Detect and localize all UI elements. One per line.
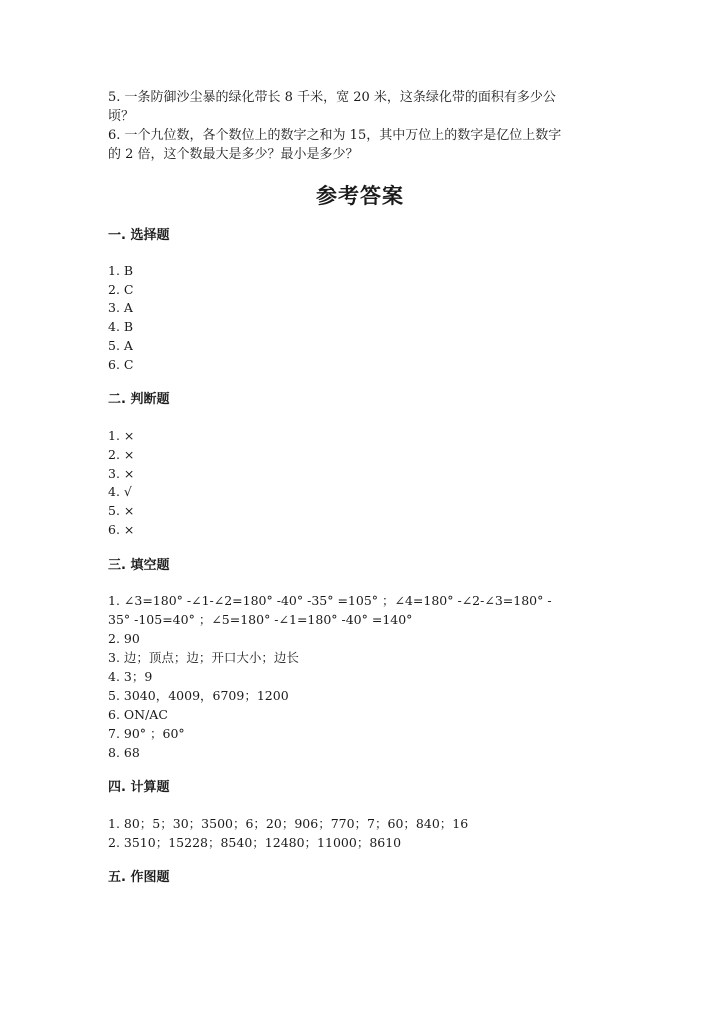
section-3-item: 1. ∠3=180° -∠1-∠2=180° -40° -35° =105° ；∠4=180° -∠2-∠3=180° - [108,593,552,608]
section-3-heading: 三. 填空题 [108,558,170,573]
section-3-item: 7. 90° ；60° [108,726,185,741]
question-5-line-1: 5. 一条防御沙尘暴的绿化带长 8 千米，宽 20 米，这条绿化带的面积有多少公 [108,90,556,105]
section-2-item: 5. × [108,503,135,518]
section-1-item: 2. C [108,282,134,297]
section-4-item: 2. 3510；15228；8540；12480；11000；8610 [108,835,402,850]
section-1-item: 4. B [108,319,134,334]
answer-title: 参考答案 [316,184,404,208]
section-5-heading: 五. 作图题 [108,870,170,885]
section-1-item: 3. A [108,300,133,315]
section-2-item: 6. × [108,522,135,537]
section-4-item: 1. 80；5；30；3500；6；20；906；770；7；60；840；16 [108,816,469,831]
section-2-heading: 二. 判断题 [108,392,170,407]
section-3-item: 4. 3；9 [108,669,153,684]
section-3-item: 6. ON/AC [108,707,168,722]
section-3-item: 8. 68 [108,745,140,760]
section-1-heading: 一. 选择题 [108,228,170,243]
section-2-item: 4. √ [108,484,132,499]
section-1-item: 1. B [108,263,134,278]
section-1-item: 5. A [108,338,133,353]
section-2-item: 2. × [108,447,135,462]
section-3-item: 2. 90 [108,631,140,646]
section-3-item: 5. 3040，4009，6709；1200 [108,688,289,703]
section-2-item: 3. × [108,466,135,481]
section-3-item: 35° -105=40° ；∠5=180° -∠1=180° -40° =140° [108,612,413,627]
question-6-line-2: 的 2 倍，这个数最大是多少？最小是多少？ [108,147,359,162]
question-6-line-1: 6. 一个九位数，各个数位上的数字之和为 15，其中万位上的数字是亿位上数字 [108,128,562,143]
question-5-line-2: 顷？ [108,109,135,124]
section-2-item: 1. × [108,428,135,443]
section-3-item: 3. 边；顶点；边；开口大小；边长 [108,650,299,665]
section-4-heading: 四. 计算题 [108,780,170,795]
section-1-item: 6. C [108,357,134,372]
